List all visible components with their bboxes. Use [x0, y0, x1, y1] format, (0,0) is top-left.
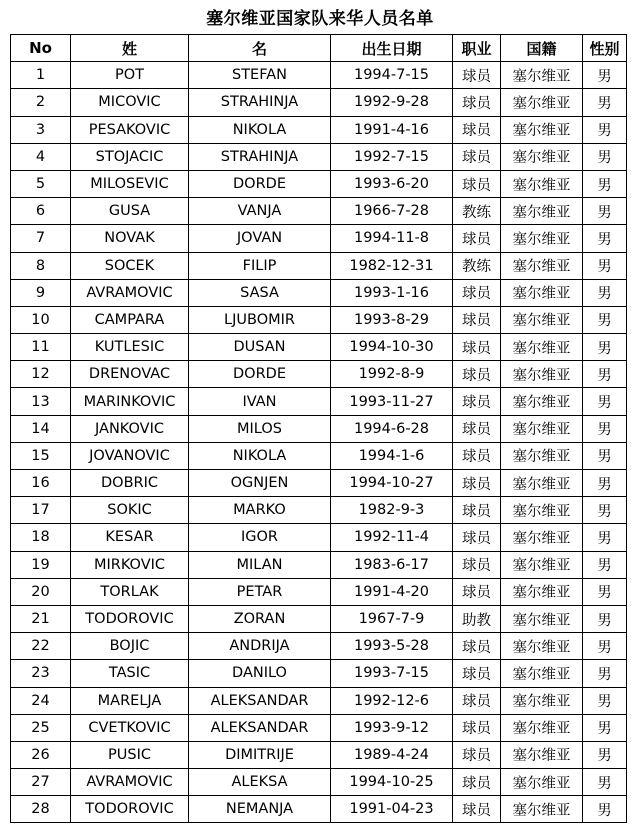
cell-nationality: 塞尔维亚 — [501, 714, 583, 741]
cell-occupation: 球员 — [453, 89, 501, 116]
cell-gender: 男 — [583, 252, 627, 279]
cell-nationality: 塞尔维亚 — [501, 116, 583, 143]
table-row — [11, 198, 627, 225]
cell-gender: 男 — [583, 361, 627, 388]
cell-surname: DRENOVAC — [71, 361, 189, 388]
cell-gender: 男 — [583, 334, 627, 361]
cell-given-name: DANILO — [189, 660, 331, 687]
cell-no: 9 — [11, 279, 71, 306]
cell-gender: 男 — [583, 741, 627, 768]
cell-nationality: 塞尔维亚 — [501, 334, 583, 361]
roster-table — [10, 34, 627, 823]
cell-no: 21 — [11, 605, 71, 632]
cell-surname: PUSIC — [71, 741, 189, 768]
cell-given-name: STEFAN — [189, 62, 331, 89]
cell-no: 1 — [11, 62, 71, 89]
cell-no: 3 — [11, 116, 71, 143]
cell-occupation: 球员 — [453, 741, 501, 768]
cell-occupation: 教练 — [453, 198, 501, 225]
cell-nationality: 塞尔维亚 — [501, 198, 583, 225]
cell-no: 8 — [11, 252, 71, 279]
cell-no: 6 — [11, 198, 71, 225]
cell-occupation: 球员 — [453, 714, 501, 741]
cell-given-name: ALEKSANDAR — [189, 714, 331, 741]
cell-occupation: 教练 — [453, 252, 501, 279]
cell-birth-date: 1994-10-25 — [331, 769, 453, 796]
table-row — [11, 361, 627, 388]
cell-surname: MARELJA — [71, 687, 189, 714]
cell-birth-date: 1991-04-23 — [331, 796, 453, 823]
cell-no: 20 — [11, 578, 71, 605]
cell-nationality: 塞尔维亚 — [501, 741, 583, 768]
cell-occupation: 球员 — [453, 551, 501, 578]
cell-gender: 男 — [583, 388, 627, 415]
cell-no: 7 — [11, 225, 71, 252]
table-row — [11, 714, 627, 741]
cell-given-name: PETAR — [189, 578, 331, 605]
cell-birth-date: 1992-7-15 — [331, 143, 453, 170]
cell-birth-date: 1982-12-31 — [331, 252, 453, 279]
table-body — [11, 62, 627, 823]
table-row — [11, 116, 627, 143]
cell-gender: 男 — [583, 714, 627, 741]
cell-given-name: ANDRIJA — [189, 633, 331, 660]
cell-gender: 男 — [583, 470, 627, 497]
cell-no: 23 — [11, 660, 71, 687]
cell-birth-date: 1993-8-29 — [331, 306, 453, 333]
cell-gender: 男 — [583, 198, 627, 225]
table-row — [11, 334, 627, 361]
cell-given-name: ALEKSANDAR — [189, 687, 331, 714]
table-row — [11, 306, 627, 333]
cell-no: 4 — [11, 143, 71, 170]
cell-nationality: 塞尔维亚 — [501, 769, 583, 796]
header-no: No — [11, 35, 71, 62]
cell-gender: 男 — [583, 89, 627, 116]
cell-occupation: 球员 — [453, 334, 501, 361]
cell-birth-date: 1993-11-27 — [331, 388, 453, 415]
cell-given-name: SASA — [189, 279, 331, 306]
cell-no: 10 — [11, 306, 71, 333]
cell-given-name: OGNJEN — [189, 470, 331, 497]
cell-nationality: 塞尔维亚 — [501, 279, 583, 306]
cell-given-name: ZORAN — [189, 605, 331, 632]
cell-nationality: 塞尔维亚 — [501, 361, 583, 388]
cell-no: 2 — [11, 89, 71, 116]
cell-surname: CVETKOVIC — [71, 714, 189, 741]
cell-nationality: 塞尔维亚 — [501, 796, 583, 823]
cell-gender: 男 — [583, 415, 627, 442]
cell-nationality: 塞尔维亚 — [501, 578, 583, 605]
cell-surname: TODOROVIC — [71, 605, 189, 632]
cell-gender: 男 — [583, 225, 627, 252]
cell-surname: POT — [71, 62, 189, 89]
cell-nationality: 塞尔维亚 — [501, 660, 583, 687]
cell-surname: SOKIC — [71, 497, 189, 524]
cell-given-name: IVAN — [189, 388, 331, 415]
table-row — [11, 89, 627, 116]
cell-birth-date: 1993-6-20 — [331, 170, 453, 197]
cell-no: 18 — [11, 524, 71, 551]
cell-occupation: 球员 — [453, 769, 501, 796]
cell-birth-date: 1991-4-20 — [331, 578, 453, 605]
cell-nationality: 塞尔维亚 — [501, 306, 583, 333]
cell-birth-date: 1994-1-6 — [331, 442, 453, 469]
cell-given-name: IGOR — [189, 524, 331, 551]
cell-occupation: 球员 — [453, 687, 501, 714]
header-birth-date: 出生日期 — [331, 35, 453, 62]
cell-given-name: FILIP — [189, 252, 331, 279]
cell-occupation: 球员 — [453, 306, 501, 333]
cell-birth-date: 1993-7-15 — [331, 660, 453, 687]
cell-nationality: 塞尔维亚 — [501, 62, 583, 89]
table-row — [11, 470, 627, 497]
cell-surname: PESAKOVIC — [71, 116, 189, 143]
cell-surname: TORLAK — [71, 578, 189, 605]
table-row — [11, 660, 627, 687]
cell-occupation: 球员 — [453, 388, 501, 415]
cell-surname: JOVANOVIC — [71, 442, 189, 469]
cell-birth-date: 1994-10-27 — [331, 470, 453, 497]
cell-gender: 男 — [583, 116, 627, 143]
cell-gender: 男 — [583, 687, 627, 714]
cell-surname: MARINKOVIC — [71, 388, 189, 415]
header-surname: 姓 — [71, 35, 189, 62]
table-row — [11, 769, 627, 796]
cell-occupation: 球员 — [453, 442, 501, 469]
table-row — [11, 633, 627, 660]
cell-gender: 男 — [583, 170, 627, 197]
table-row — [11, 524, 627, 551]
cell-surname: JANKOVIC — [71, 415, 189, 442]
cell-occupation: 球员 — [453, 170, 501, 197]
table-row — [11, 279, 627, 306]
cell-surname: MICOVIC — [71, 89, 189, 116]
cell-surname: DOBRIC — [71, 470, 189, 497]
cell-no: 27 — [11, 769, 71, 796]
cell-occupation: 球员 — [453, 415, 501, 442]
cell-occupation: 球员 — [453, 116, 501, 143]
cell-birth-date: 1994-10-30 — [331, 334, 453, 361]
cell-surname: SOCEK — [71, 252, 189, 279]
table-row — [11, 687, 627, 714]
cell-given-name: NEMANJA — [189, 796, 331, 823]
table-row — [11, 170, 627, 197]
cell-given-name: DORDE — [189, 170, 331, 197]
cell-given-name: NIKOLA — [189, 116, 331, 143]
cell-no: 25 — [11, 714, 71, 741]
cell-nationality: 塞尔维亚 — [501, 170, 583, 197]
cell-surname: TASIC — [71, 660, 189, 687]
cell-given-name: STRAHINJA — [189, 143, 331, 170]
cell-birth-date: 1993-1-16 — [331, 279, 453, 306]
table-row — [11, 442, 627, 469]
cell-given-name: MARKO — [189, 497, 331, 524]
cell-given-name: DIMITRIJE — [189, 741, 331, 768]
table-row — [11, 62, 627, 89]
cell-nationality: 塞尔维亚 — [501, 633, 583, 660]
cell-occupation: 球员 — [453, 470, 501, 497]
cell-birth-date: 1994-11-8 — [331, 225, 453, 252]
cell-gender: 男 — [583, 605, 627, 632]
cell-occupation: 球员 — [453, 660, 501, 687]
cell-birth-date: 1993-5-28 — [331, 633, 453, 660]
cell-gender: 男 — [583, 660, 627, 687]
cell-birth-date: 1982-9-3 — [331, 497, 453, 524]
cell-surname: KESAR — [71, 524, 189, 551]
cell-no: 26 — [11, 741, 71, 768]
cell-occupation: 助教 — [453, 605, 501, 632]
cell-surname: TODOROVIC — [71, 796, 189, 823]
cell-gender: 男 — [583, 306, 627, 333]
cell-nationality: 塞尔维亚 — [501, 605, 583, 632]
cell-gender: 男 — [583, 796, 627, 823]
cell-nationality: 塞尔维亚 — [501, 388, 583, 415]
cell-given-name: STRAHINJA — [189, 89, 331, 116]
cell-surname: CAMPARA — [71, 306, 189, 333]
cell-gender: 男 — [583, 442, 627, 469]
table-header-row — [11, 35, 627, 62]
cell-no: 17 — [11, 497, 71, 524]
cell-nationality: 塞尔维亚 — [501, 225, 583, 252]
cell-gender: 男 — [583, 551, 627, 578]
cell-gender: 男 — [583, 143, 627, 170]
cell-no: 13 — [11, 388, 71, 415]
table-row — [11, 497, 627, 524]
cell-occupation: 球员 — [453, 361, 501, 388]
cell-no: 5 — [11, 170, 71, 197]
header-gender: 性别 — [583, 35, 627, 62]
table-row — [11, 605, 627, 632]
cell-occupation: 球员 — [453, 633, 501, 660]
cell-nationality: 塞尔维亚 — [501, 687, 583, 714]
cell-birth-date: 1994-6-28 — [331, 415, 453, 442]
cell-given-name: JOVAN — [189, 225, 331, 252]
cell-occupation: 球员 — [453, 143, 501, 170]
cell-birth-date: 1992-12-6 — [331, 687, 453, 714]
cell-surname: KUTLESIC — [71, 334, 189, 361]
cell-given-name: MILAN — [189, 551, 331, 578]
cell-occupation: 球员 — [453, 225, 501, 252]
cell-nationality: 塞尔维亚 — [501, 497, 583, 524]
cell-occupation: 球员 — [453, 578, 501, 605]
cell-given-name: NIKOLA — [189, 442, 331, 469]
cell-birth-date: 1991-4-16 — [331, 116, 453, 143]
cell-birth-date: 1992-8-9 — [331, 361, 453, 388]
cell-surname: NOVAK — [71, 225, 189, 252]
cell-occupation: 球员 — [453, 796, 501, 823]
table-row — [11, 796, 627, 823]
cell-gender: 男 — [583, 633, 627, 660]
header-given-name: 名 — [189, 35, 331, 62]
cell-given-name: DORDE — [189, 361, 331, 388]
cell-gender: 男 — [583, 62, 627, 89]
cell-nationality: 塞尔维亚 — [501, 89, 583, 116]
cell-nationality: 塞尔维亚 — [501, 415, 583, 442]
cell-occupation: 球员 — [453, 279, 501, 306]
cell-given-name: VANJA — [189, 198, 331, 225]
cell-nationality: 塞尔维亚 — [501, 524, 583, 551]
header-nationality: 国籍 — [501, 35, 583, 62]
cell-birth-date: 1993-9-12 — [331, 714, 453, 741]
table-row — [11, 252, 627, 279]
cell-given-name: ALEKSA — [189, 769, 331, 796]
cell-no: 19 — [11, 551, 71, 578]
cell-nationality: 塞尔维亚 — [501, 442, 583, 469]
cell-birth-date: 1989-4-24 — [331, 741, 453, 768]
cell-no: 22 — [11, 633, 71, 660]
cell-given-name: LJUBOMIR — [189, 306, 331, 333]
cell-gender: 男 — [583, 769, 627, 796]
cell-surname: STOJACIC — [71, 143, 189, 170]
cell-birth-date: 1994-7-15 — [331, 62, 453, 89]
cell-occupation: 球员 — [453, 62, 501, 89]
table-row — [11, 225, 627, 252]
cell-no: 12 — [11, 361, 71, 388]
cell-nationality: 塞尔维亚 — [501, 470, 583, 497]
cell-surname: MILOSEVIC — [71, 170, 189, 197]
cell-no: 16 — [11, 470, 71, 497]
table-row — [11, 388, 627, 415]
cell-nationality: 塞尔维亚 — [501, 551, 583, 578]
header-occupation: 职业 — [453, 35, 501, 62]
document-title: 塞尔维亚国家队来华人员名单 — [206, 9, 434, 29]
cell-no: 24 — [11, 687, 71, 714]
cell-birth-date: 1966-7-28 — [331, 198, 453, 225]
cell-birth-date: 1992-11-4 — [331, 524, 453, 551]
cell-surname: BOJIC — [71, 633, 189, 660]
table-row — [11, 741, 627, 768]
cell-given-name: DUSAN — [189, 334, 331, 361]
cell-occupation: 球员 — [453, 524, 501, 551]
cell-surname: AVRAMOVIC — [71, 769, 189, 796]
cell-nationality: 塞尔维亚 — [501, 252, 583, 279]
table-row — [11, 578, 627, 605]
cell-birth-date: 1992-9-28 — [331, 89, 453, 116]
cell-birth-date: 1983-6-17 — [331, 551, 453, 578]
table-row — [11, 143, 627, 170]
table-row — [11, 415, 627, 442]
cell-gender: 男 — [583, 497, 627, 524]
cell-nationality: 塞尔维亚 — [501, 143, 583, 170]
cell-given-name: MILOS — [189, 415, 331, 442]
cell-gender: 男 — [583, 524, 627, 551]
cell-birth-date: 1967-7-9 — [331, 605, 453, 632]
cell-no: 14 — [11, 415, 71, 442]
cell-surname: AVRAMOVIC — [71, 279, 189, 306]
table-row — [11, 551, 627, 578]
cell-no: 28 — [11, 796, 71, 823]
cell-gender: 男 — [583, 578, 627, 605]
cell-gender: 男 — [583, 279, 627, 306]
cell-no: 15 — [11, 442, 71, 469]
cell-surname: GUSA — [71, 198, 189, 225]
cell-surname: MIRKOVIC — [71, 551, 189, 578]
cell-no: 11 — [11, 334, 71, 361]
cell-occupation: 球员 — [453, 497, 501, 524]
